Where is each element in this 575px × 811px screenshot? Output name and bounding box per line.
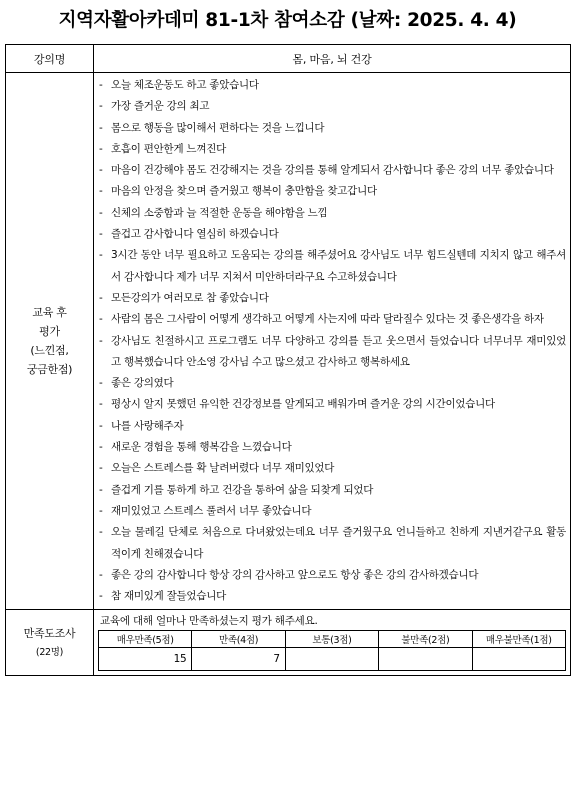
- feedback-sheet: [5, 44, 571, 676]
- comment-item: [99, 565, 566, 586]
- rating-count: [285, 648, 378, 671]
- comment-item: [99, 586, 566, 607]
- comment-text: 강사님도 친절하시고 프로그램도 너무 다양하고 강의를 듣고 웃으면서 들었습니다 너무너무 재미있었고 행복했습니다 안소영 강사님 수고 많으셨고 감사하고 행복하세요: [111, 334, 566, 368]
- comment-text: 마음이 건강해야 몸도 건강해지는 것을 강의를 통해 알게되서 감사합니다 좋은 강의 너무 좋았습니다: [111, 164, 554, 177]
- page-title: 지역자활아카데미 81-1차 참여소감 (날짜: 2025. 4. 4): [58, 10, 517, 31]
- bullet-dash: -: [99, 79, 103, 91]
- satisfaction-label: [6, 610, 94, 676]
- rating-count: 7: [192, 648, 285, 671]
- satisfaction-title: 만족도조사: [23, 626, 76, 640]
- bullet-dash: -: [99, 441, 103, 454]
- comment-text: 오늘 물레길 단체로 처음으로 다녀왔었는데요 너무 즐거웠구요 언니들하고 친하게 지낸거같구요 활동적이게 친해졌습니다: [111, 526, 566, 560]
- comment-text: 즐겁고 감사합니다 열심히 하겠습니다: [111, 228, 279, 241]
- bullet-dash: -: [99, 590, 103, 603]
- comment-item: [99, 394, 566, 415]
- respondent-count: (22명): [35, 646, 64, 658]
- rating-label: 매우불만족(1점): [472, 631, 565, 648]
- comment-item: [99, 203, 566, 224]
- comment-item: [99, 437, 566, 458]
- comment-item: [99, 288, 566, 309]
- comment-item: [99, 309, 566, 330]
- comment-item: [99, 522, 566, 565]
- comment-text: 사람의 몸은 그사람이 어떻게 생각하고 어떻게 사는지에 따라 달라질수 있다는 것 좋은생각을 하자: [111, 313, 544, 326]
- comment-item: [99, 96, 566, 117]
- lecture-header-row: [6, 45, 571, 73]
- bullet-dash: -: [99, 334, 103, 347]
- comment-item: [99, 501, 566, 522]
- comment-text: 신체의 소중함과 늘 적절한 운동을 해야함을 느낌: [111, 206, 328, 219]
- evaluation-label: [6, 73, 94, 610]
- bullet-dash: -: [99, 313, 103, 326]
- bullet-dash: -: [99, 142, 103, 155]
- satisfaction-cell: [94, 610, 571, 676]
- comment-text: 호흡이 편안한게 느껴진다: [111, 142, 226, 155]
- comment-item: [99, 416, 566, 437]
- bullet-dash: -: [99, 100, 103, 113]
- comments-cell: [94, 73, 571, 610]
- evaluation-label-line: (느낀점,: [30, 344, 69, 358]
- rating-count: [472, 648, 565, 671]
- comment-text: 좋은 강의였다: [111, 377, 174, 390]
- comment-text: 새로운 경험을 통해 행복감을 느꼈습니다: [111, 441, 292, 454]
- bullet-dash: -: [99, 398, 103, 411]
- comment-text: 즐겁게 기를 통하게 하고 건강을 통하여 삶을 되찾게 되었다: [111, 483, 374, 496]
- comment-item: [99, 331, 566, 374]
- bullet-dash: -: [99, 228, 103, 241]
- evaluation-label-line: 평가: [39, 325, 60, 339]
- comment-text: 참 재미있게 잘들었습니다: [111, 590, 226, 603]
- ratings-table: [98, 630, 566, 671]
- bullet-dash: -: [99, 291, 103, 304]
- comment-text: 평상시 알지 못했던 유익한 건강정보를 알게되고 배워가며 즐거운 강의 시간이었습니다: [111, 398, 495, 411]
- comment-text: 나를 사랑해주자: [111, 419, 184, 432]
- comment-item: [99, 373, 566, 394]
- rating-labels-row: [99, 631, 566, 648]
- bullet-dash: -: [99, 185, 103, 198]
- comment-text: 마음의 안정을 찾으며 즐거웠고 행복이 충만함을 찾고갑니다: [111, 185, 377, 198]
- evaluation-label-line: 교육 후: [32, 306, 67, 320]
- comment-item: [99, 139, 566, 160]
- satisfaction-row: [6, 610, 571, 676]
- comments-list: [99, 75, 566, 607]
- comment-item: [99, 118, 566, 139]
- comment-text: 모든강의가 여러모로 참 좋았습니다: [111, 291, 269, 304]
- comment-text: 오늘은 스트레스를 확 날려버렸다 너무 재미있었다: [111, 462, 335, 475]
- bullet-dash: -: [99, 377, 103, 390]
- rating-label: 만족(4점): [192, 631, 285, 648]
- lecture-name-value: 몸, 마음, 뇌 건강: [94, 45, 571, 73]
- bullet-dash: -: [99, 206, 103, 219]
- lecture-name-label: 강의명: [6, 45, 94, 73]
- comment-text: 좋은 강의 감사합니다 항상 강의 감사하고 앞으로도 항상 좋은 강의 감사하겠습니다: [111, 568, 479, 581]
- comment-item: [99, 224, 566, 245]
- bullet-dash: -: [99, 526, 103, 539]
- bullet-dash: -: [99, 462, 103, 475]
- rating-count: [379, 648, 472, 671]
- satisfaction-question: 교육에 대해 얼마나 만족하셨는지 평가 해주세요.: [100, 615, 318, 628]
- comment-item: [99, 480, 566, 501]
- rating-label: 보통(3점): [285, 631, 378, 648]
- bullet-dash: -: [99, 121, 103, 134]
- comment-item: [99, 75, 566, 96]
- bullet-dash: -: [99, 483, 103, 496]
- comment-text: 가장 즐거운 강의 최고: [111, 100, 210, 113]
- comment-item: [99, 160, 566, 181]
- rating-label: 매우만족(5점): [99, 631, 192, 648]
- bullet-dash: -: [99, 419, 103, 432]
- bullet-dash: -: [99, 568, 103, 581]
- comment-text: 오늘 체조운동도 하고 좋았습니다: [111, 79, 259, 91]
- bullet-dash: -: [99, 164, 103, 177]
- bullet-dash: -: [99, 249, 103, 262]
- rating-count: 15: [99, 648, 192, 671]
- comment-item: [99, 458, 566, 479]
- comment-text: 재미있었고 스트레스 풀려서 너무 좋았습니다: [111, 504, 312, 517]
- evaluation-label-line: 궁금한점): [26, 363, 73, 377]
- evaluation-row: [6, 73, 571, 610]
- bullet-dash: -: [99, 504, 103, 517]
- comment-text: 몸으로 행동을 많이해서 편하다는 것을 느낍니다: [111, 121, 325, 134]
- comment-item: [99, 181, 566, 202]
- comment-item: [99, 245, 566, 288]
- rating-label: 불만족(2점): [379, 631, 472, 648]
- rating-counts-row: [99, 648, 566, 671]
- comment-text: 3시간 동안 너무 필요하고 도움되는 강의를 해주셨어요 강사님도 너무 힘드실텐데 지치지 않고 해주셔서 감사합니다 제가 너무 지쳐서 미안하더라구요 수고하셨습니다: [111, 249, 566, 283]
